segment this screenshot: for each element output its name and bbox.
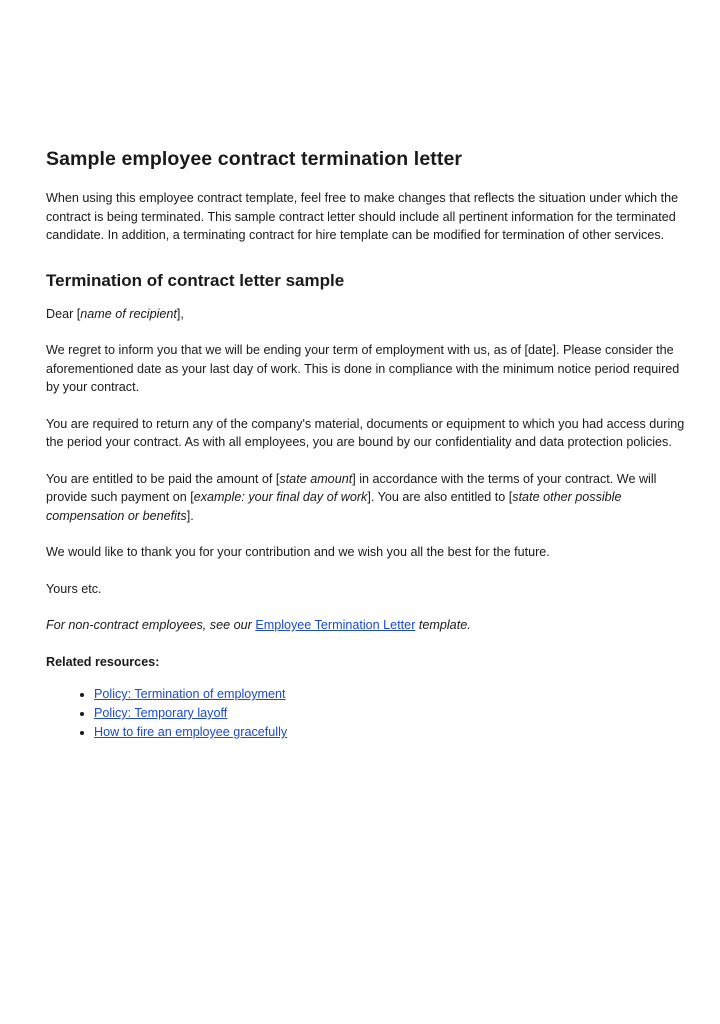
related-resources-list (46, 685, 686, 742)
list-item (94, 685, 686, 704)
section-title: Termination of contract letter sample (46, 270, 345, 290)
related-link-termination-policy[interactable]: Policy: Termination of employment (94, 687, 286, 701)
para3-placeholder-date: example: your final day of work (193, 490, 368, 504)
para3-text-g: ]. (186, 508, 194, 523)
para3-placeholder-benefits: state other possible compensation or benefits (46, 490, 622, 523)
para3-text-e: ]. You are also entitled to [ (367, 490, 513, 504)
salutation-suffix: ], (176, 306, 184, 321)
para3-text-c: ] in accordance with the terms of your contract. We will provide such payment on [ (46, 471, 657, 504)
body-paragraph-4: We would like to thank you for your contribution and we wish you all the best for the future. (46, 545, 550, 559)
list-item (94, 704, 686, 723)
body-paragraph-1: We regret to inform you that we will be ending your term of employment with us, as of [date]. Please consider the aforementioned date as your last day of work. This is done in compliance with the minimum notice period required by your contract. (46, 343, 680, 394)
note-prefix: For non-contract employees, see our (46, 618, 256, 632)
list-item (94, 723, 686, 742)
salutation-prefix: Dear [ (46, 306, 81, 321)
letter-document (46, 148, 686, 742)
body-paragraph-3 (46, 470, 686, 526)
para3-text-a: You are entitled to be paid the amount of [ (46, 471, 280, 486)
related-link-temporary-layoff[interactable]: Policy: Temporary layoff (94, 706, 228, 720)
intro-paragraph: When using this employee contract template, feel free to make changes that reflects the situation under which the contract is being terminated. This sample contract letter should include all pertinent information for the terminated candidate. In addition, a terminating contract for hire template can be modified for termination of other services. (46, 191, 679, 242)
related-resources-title: Related resources: (46, 654, 160, 669)
document-title: Sample employee contract termination letter (46, 148, 463, 170)
body-paragraph-2: You are required to return any of the company's material, documents or equipment to which you had access during the period your contract. As with all employees, you are bound by our confidentiality and data protection policies. (46, 416, 685, 449)
closing: Yours etc. (46, 581, 102, 596)
note-paragraph (46, 616, 686, 635)
salutation-placeholder: name of recipient (80, 306, 177, 321)
related-link-fire-gracefully[interactable]: How to fire an employee gracefully (94, 725, 288, 739)
employee-termination-letter-link[interactable]: Employee Termination Letter (255, 618, 416, 632)
note-suffix: template. (415, 618, 471, 632)
para3-placeholder-amount: state amount (279, 471, 353, 486)
salutation (46, 305, 686, 324)
